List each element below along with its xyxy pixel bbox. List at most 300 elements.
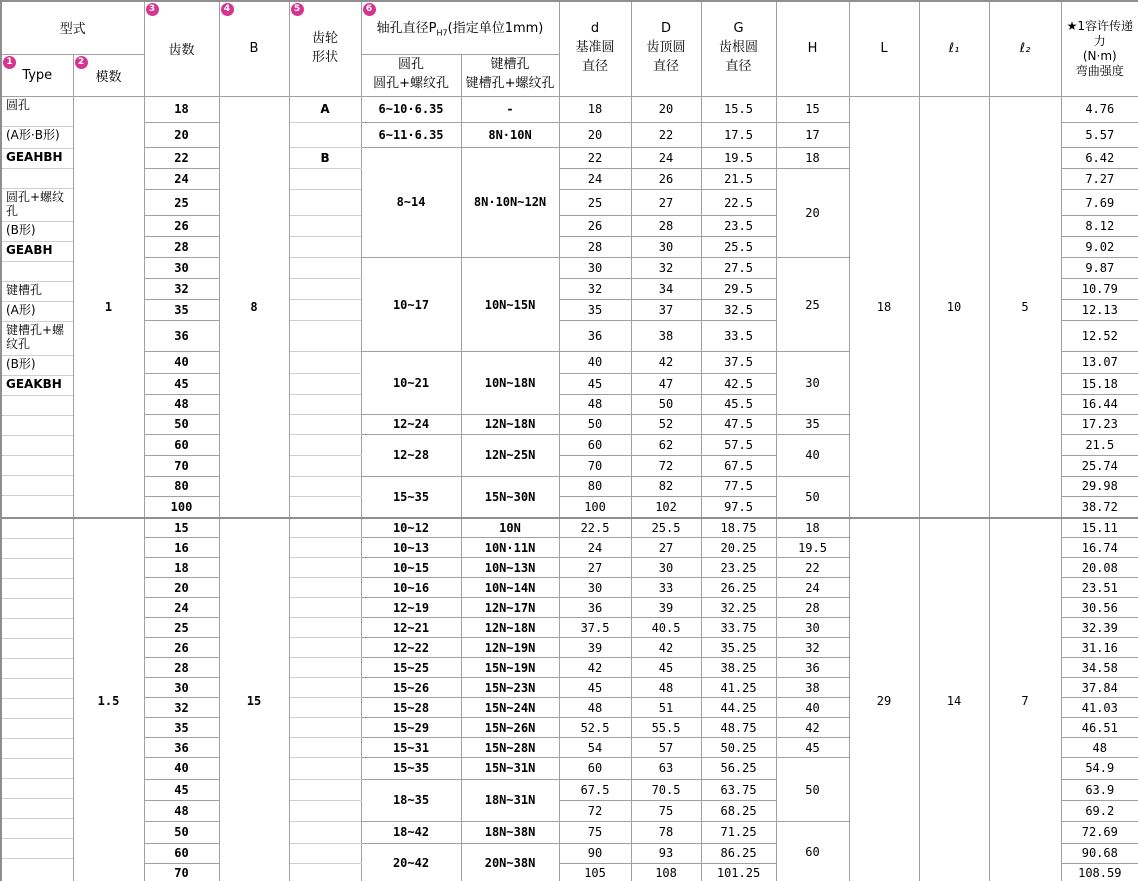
type-empty-row xyxy=(2,819,73,839)
shape-label-line2: 形状 xyxy=(312,49,339,65)
cell-hole-round: 15~25 xyxy=(361,658,461,678)
cell-module: 1 xyxy=(73,96,144,518)
cell-root-dia: 97.5 xyxy=(701,497,776,518)
type-column-section1 xyxy=(1,96,73,518)
cell-strength: 72.69 xyxy=(1061,822,1138,844)
cell-shape xyxy=(289,216,361,237)
cell-hole-keyway: 8N·10N~12N xyxy=(461,147,559,258)
cell-tip-dia: 47 xyxy=(631,373,701,394)
cell-pitch-dia: 18 xyxy=(559,96,631,122)
cell-shape xyxy=(289,758,361,780)
type-empty-row xyxy=(2,456,73,476)
cell-strength: 5.57 xyxy=(1061,122,1138,147)
cell-shape: B xyxy=(289,147,361,168)
header-module xyxy=(73,54,144,96)
cell-root-dia: 47.5 xyxy=(701,414,776,434)
cell-shape xyxy=(289,394,361,414)
type-label-row: GEAKBH xyxy=(2,376,73,396)
cell-teeth: 24 xyxy=(144,168,219,189)
cell-hole-keyway: 10N~15N xyxy=(461,258,559,352)
cell-pitch-dia: 75 xyxy=(559,822,631,844)
cell-pitch-dia: 28 xyxy=(559,237,631,258)
cell-tip-dia: 108 xyxy=(631,864,701,881)
cell-tip-dia: 55.5 xyxy=(631,718,701,738)
cell-tip-dia: 93 xyxy=(631,843,701,864)
cell-tip-dia: 27 xyxy=(631,538,701,558)
cell-hole-keyway: 12N~17N xyxy=(461,598,559,618)
b-label: B xyxy=(249,41,259,57)
cell-hole-round: 6~10·6.35 xyxy=(361,96,461,122)
cell-root-dia: 48.75 xyxy=(701,718,776,738)
cell-root-dia: 23.25 xyxy=(701,558,776,578)
cell-hole-round: 15~28 xyxy=(361,698,461,718)
cell-teeth: 70 xyxy=(144,864,219,881)
type-empty-row xyxy=(2,599,73,619)
cell-teeth: 50 xyxy=(144,414,219,434)
cell-strength: 9.02 xyxy=(1061,237,1138,258)
cell-tip-dia: 34 xyxy=(631,279,701,300)
cell-root-dia: 42.5 xyxy=(701,373,776,394)
cell-h: 35 xyxy=(776,414,849,434)
cell-hole-round: 12~21 xyxy=(361,618,461,638)
type-label-row: 圆孔 xyxy=(2,97,73,127)
cell-teeth: 30 xyxy=(144,258,219,279)
cell-teeth: 60 xyxy=(144,843,219,864)
cell-pitch-dia: 45 xyxy=(559,373,631,394)
type-empty-row xyxy=(2,719,73,739)
badge-2-icon: 2 xyxy=(75,56,88,69)
cell-pitch-dia: 30 xyxy=(559,578,631,598)
cell-hole-round: 15~35 xyxy=(361,476,461,517)
cell-shape xyxy=(289,258,361,279)
cell-h: 22 xyxy=(776,558,849,578)
type-column-rows xyxy=(2,519,73,881)
cell-strength: 31.16 xyxy=(1061,638,1138,658)
cell-h: 18 xyxy=(776,147,849,168)
strength-line3: 弯曲强度 xyxy=(1075,63,1124,78)
cell-strength: 41.03 xyxy=(1061,698,1138,718)
type-empty-row xyxy=(2,169,73,189)
cell-strength: 4.76 xyxy=(1061,96,1138,122)
cell-root-dia: 27.5 xyxy=(701,258,776,279)
cell-tip-dia: 78 xyxy=(631,822,701,844)
cell-teeth: 18 xyxy=(144,558,219,578)
header-keyway-hole xyxy=(461,54,559,96)
cell-hole-keyway: 15N~19N xyxy=(461,658,559,678)
cell-shape xyxy=(289,618,361,638)
header-l2 xyxy=(989,1,1061,96)
cell-hole-round: 10~17 xyxy=(361,258,461,352)
cell-shape xyxy=(289,638,361,658)
type-empty-row xyxy=(2,699,73,719)
cell-hole-keyway: 12N~18N xyxy=(461,414,559,434)
gear-table-body xyxy=(1,96,1138,881)
cell-root-dia: 71.25 xyxy=(701,822,776,844)
cell-teeth: 80 xyxy=(144,476,219,496)
cell-tip-dia: 24 xyxy=(631,147,701,168)
cell-pitch-dia: 100 xyxy=(559,497,631,518)
xingshi-label: 型式 xyxy=(59,22,86,38)
cell-strength: 32.39 xyxy=(1061,618,1138,638)
cell-pitch-dia: 37.5 xyxy=(559,618,631,638)
cell-teeth: 18 xyxy=(144,96,219,122)
cell-root-dia: 25.5 xyxy=(701,237,776,258)
cell-pitch-dia: 25 xyxy=(559,190,631,216)
cell-teeth: 48 xyxy=(144,394,219,414)
keyway-hole-line1: 键槽孔 xyxy=(490,57,530,73)
cell-tip-dia: 102 xyxy=(631,497,701,518)
cell-hole-keyway: 15N~28N xyxy=(461,738,559,758)
type-empty-row xyxy=(2,262,73,282)
cell-root-dia: 15.5 xyxy=(701,96,776,122)
cell-module: 1.5 xyxy=(73,518,144,881)
cell-strength: 17.23 xyxy=(1061,414,1138,434)
cell-root-dia: 86.25 xyxy=(701,843,776,864)
cell-pitch-dia: 80 xyxy=(559,476,631,496)
cell-tip-dia: 27 xyxy=(631,190,701,216)
dd-label2: 直径 xyxy=(653,59,680,75)
cell-shape xyxy=(289,476,361,496)
type-empty-row xyxy=(2,619,73,639)
cell-l1: 10 xyxy=(919,96,989,518)
g-symbol: G xyxy=(733,21,744,37)
cell-tip-dia: 62 xyxy=(631,434,701,455)
cell-root-dia: 38.25 xyxy=(701,658,776,678)
cell-teeth: 48 xyxy=(144,801,219,822)
cell-root-dia: 37.5 xyxy=(701,352,776,373)
cell-root-dia: 56.25 xyxy=(701,758,776,780)
cell-h: 38 xyxy=(776,678,849,698)
cell-shape xyxy=(289,698,361,718)
type-label-row: (A形) xyxy=(2,302,73,322)
cell-root-dia: 17.5 xyxy=(701,122,776,147)
cell-root-dia: 45.5 xyxy=(701,394,776,414)
cell-h: 40 xyxy=(776,698,849,718)
type-label-row: 键槽孔+螺纹孔 xyxy=(2,322,73,356)
cell-shape xyxy=(289,497,361,518)
cell-root-dia: 19.5 xyxy=(701,147,776,168)
cell-teeth: 36 xyxy=(144,321,219,352)
type-empty-row xyxy=(2,579,73,599)
cell-hole-round: 12~24 xyxy=(361,414,461,434)
cell-tip-dia: 20 xyxy=(631,96,701,122)
g-label2: 直径 xyxy=(725,59,752,75)
cell-shape xyxy=(289,738,361,758)
cell-strength: 20.08 xyxy=(1061,558,1138,578)
cell-teeth: 15 xyxy=(144,518,219,538)
cell-pitch-dia: 24 xyxy=(559,538,631,558)
cell-teeth: 40 xyxy=(144,352,219,373)
cell-teeth: 70 xyxy=(144,455,219,476)
type-label-row: GEAHBH xyxy=(2,149,73,169)
cell-hole-round: 15~35 xyxy=(361,758,461,780)
cell-hole-keyway: 10N xyxy=(461,518,559,538)
cell-tip-dia: 42 xyxy=(631,352,701,373)
type-empty-row xyxy=(2,476,73,496)
cell-h: 19.5 xyxy=(776,538,849,558)
cell-l2: 5 xyxy=(989,96,1061,518)
shape-label-line1: 齿轮 xyxy=(312,30,339,46)
badge-1-icon: 1 xyxy=(3,56,16,69)
hole-title-suffix: (指定单位1mm) xyxy=(447,21,544,37)
cell-strength: 38.72 xyxy=(1061,497,1138,518)
cell-teeth: 20 xyxy=(144,578,219,598)
cell-h: 50 xyxy=(776,476,849,517)
cell-hole-keyway: 15N~23N xyxy=(461,678,559,698)
header-allowable-torque xyxy=(1061,1,1138,96)
cell-hole-round: 15~31 xyxy=(361,738,461,758)
cell-strength: 34.58 xyxy=(1061,658,1138,678)
cell-hole-keyway: 15N~24N xyxy=(461,698,559,718)
cell-hole-round: 6~11·6.35 xyxy=(361,122,461,147)
cell-hole-round: 15~26 xyxy=(361,678,461,698)
cell-hole-keyway: 20N~38N xyxy=(461,843,559,881)
cell-shape xyxy=(289,279,361,300)
l2-label: ℓ₂ xyxy=(1019,41,1031,57)
cell-shape xyxy=(289,718,361,738)
cell-teeth: 35 xyxy=(144,300,219,321)
hole-title-prefix: 轴孔直径P xyxy=(376,21,437,37)
cell-pitch-dia: 72 xyxy=(559,801,631,822)
cell-teeth: 24 xyxy=(144,598,219,618)
cell-teeth: 26 xyxy=(144,216,219,237)
strength-line1: ★1容许传递力 xyxy=(1066,18,1133,48)
cell-h: 40 xyxy=(776,434,849,476)
round-hole-line1: 圆孔 xyxy=(398,57,425,73)
header-pitch-dia xyxy=(559,1,631,96)
type-empty-row xyxy=(2,519,73,539)
cell-l1: 14 xyxy=(919,518,989,881)
cell-pitch-dia: 30 xyxy=(559,258,631,279)
l1-label: ℓ₁ xyxy=(948,41,960,57)
cell-teeth: 45 xyxy=(144,373,219,394)
cell-teeth: 32 xyxy=(144,279,219,300)
cell-hole-keyway: 10N~14N xyxy=(461,578,559,598)
cell-strength: 54.9 xyxy=(1061,758,1138,780)
cell-tip-dia: 82 xyxy=(631,476,701,496)
cell-tip-dia: 40.5 xyxy=(631,618,701,638)
cell-shape xyxy=(289,352,361,373)
cell-strength: 12.13 xyxy=(1061,300,1138,321)
cell-shape xyxy=(289,300,361,321)
cell-pitch-dia: 42 xyxy=(559,658,631,678)
cell-pitch-dia: 45 xyxy=(559,678,631,698)
cell-strength: 7.27 xyxy=(1061,168,1138,189)
cell-shape xyxy=(289,237,361,258)
cell-pitch-dia: 48 xyxy=(559,698,631,718)
cell-shape xyxy=(289,321,361,352)
cell-strength: 6.42 xyxy=(1061,147,1138,168)
type-empty-row xyxy=(2,679,73,699)
cell-pitch-dia: 105 xyxy=(559,864,631,881)
cell-teeth: 60 xyxy=(144,434,219,455)
cell-h: 50 xyxy=(776,758,849,822)
cell-shape xyxy=(289,843,361,864)
cell-strength: 46.51 xyxy=(1061,718,1138,738)
cell-hole-keyway: 10N~18N xyxy=(461,352,559,414)
cell-hole-round: 8~14 xyxy=(361,147,461,258)
cell-pitch-dia: 36 xyxy=(559,598,631,618)
cell-tip-dia: 75 xyxy=(631,801,701,822)
cell-h: 32 xyxy=(776,638,849,658)
cell-h: 28 xyxy=(776,598,849,618)
cell-strength: 25.74 xyxy=(1061,455,1138,476)
cell-strength: 37.84 xyxy=(1061,678,1138,698)
cell-hole-round: 18~35 xyxy=(361,779,461,822)
cell-teeth: 25 xyxy=(144,618,219,638)
cell-hole-round: 20~42 xyxy=(361,843,461,881)
cell-teeth: 28 xyxy=(144,237,219,258)
cell-strength: 15.11 xyxy=(1061,518,1138,538)
cell-shape xyxy=(289,168,361,189)
cell-teeth: 16 xyxy=(144,538,219,558)
cell-pitch-dia: 39 xyxy=(559,638,631,658)
cell-pitch-dia: 52.5 xyxy=(559,718,631,738)
cell-hole-keyway: - xyxy=(461,96,559,122)
type-label-row: GEABH xyxy=(2,242,73,262)
type-label-row: 键槽孔 xyxy=(2,282,73,302)
cell-h: 45 xyxy=(776,738,849,758)
cell-tip-dia: 39 xyxy=(631,598,701,618)
header-h xyxy=(776,1,849,96)
cell-shape xyxy=(289,801,361,822)
cell-teeth: 22 xyxy=(144,147,219,168)
cell-hole-round: 18~42 xyxy=(361,822,461,844)
cell-l2: 7 xyxy=(989,518,1061,881)
cell-hole-keyway: 15N~26N xyxy=(461,718,559,738)
l-label: L xyxy=(880,41,888,57)
cell-strength: 13.07 xyxy=(1061,352,1138,373)
d-label2: 直径 xyxy=(582,59,609,75)
cell-hole-round: 10~13 xyxy=(361,538,461,558)
d-label1: 基准圆 xyxy=(575,40,615,56)
cell-root-dia: 22.5 xyxy=(701,190,776,216)
type-column-rows xyxy=(2,97,73,517)
cell-root-dia: 67.5 xyxy=(701,455,776,476)
cell-hole-round: 10~16 xyxy=(361,578,461,598)
cell-root-dia: 26.25 xyxy=(701,578,776,598)
cell-h: 15 xyxy=(776,96,849,122)
cell-h: 17 xyxy=(776,122,849,147)
cell-tip-dia: 48 xyxy=(631,678,701,698)
cell-teeth: 36 xyxy=(144,738,219,758)
cell-strength: 15.18 xyxy=(1061,373,1138,394)
type-empty-row xyxy=(2,539,73,559)
header-b-width xyxy=(219,1,289,96)
cell-strength: 69.2 xyxy=(1061,801,1138,822)
cell-pitch-dia: 24 xyxy=(559,168,631,189)
cell-teeth: 32 xyxy=(144,698,219,718)
type-empty-row xyxy=(2,639,73,659)
cell-hole-keyway: 12N~19N xyxy=(461,638,559,658)
cell-h: 24 xyxy=(776,578,849,598)
cell-tip-dia: 42 xyxy=(631,638,701,658)
cell-strength: 16.44 xyxy=(1061,394,1138,414)
cell-strength: 7.69 xyxy=(1061,190,1138,216)
cell-pitch-dia: 22.5 xyxy=(559,518,631,538)
cell-shape xyxy=(289,558,361,578)
cell-teeth: 26 xyxy=(144,638,219,658)
cell-hole-keyway: 18N~31N xyxy=(461,779,559,822)
cell-hole-keyway: 15N~30N xyxy=(461,476,559,517)
type-empty-row xyxy=(2,396,73,416)
cell-h: 30 xyxy=(776,618,849,638)
cell-l: 18 xyxy=(849,96,919,518)
cell-hole-round: 10~21 xyxy=(361,352,461,414)
cell-shape: A xyxy=(289,96,361,122)
cell-root-dia: 23.5 xyxy=(701,216,776,237)
cell-tip-dia: 22 xyxy=(631,122,701,147)
cell-pitch-dia: 26 xyxy=(559,216,631,237)
cell-hole-keyway: 18N~38N xyxy=(461,822,559,844)
header-shaft-hole-title xyxy=(361,1,559,54)
cell-hole-round: 10~12 xyxy=(361,518,461,538)
cell-root-dia: 33.75 xyxy=(701,618,776,638)
cell-root-dia: 18.75 xyxy=(701,518,776,538)
h-label: H xyxy=(807,41,818,57)
cell-hole-round: 12~22 xyxy=(361,638,461,658)
header-root-dia xyxy=(701,1,776,96)
cell-tip-dia: 57 xyxy=(631,738,701,758)
dd-label1: 齿顶圆 xyxy=(646,40,686,56)
cell-pitch-dia: 48 xyxy=(559,394,631,414)
cell-shape xyxy=(289,434,361,455)
cell-pitch-dia: 90 xyxy=(559,843,631,864)
cell-root-dia: 77.5 xyxy=(701,476,776,496)
cell-pitch-dia: 60 xyxy=(559,758,631,780)
header-tip-dia xyxy=(631,1,701,96)
type-empty-row xyxy=(2,559,73,579)
cell-root-dia: 32.5 xyxy=(701,300,776,321)
g-label1: 齿根圆 xyxy=(719,40,759,56)
cell-shape xyxy=(289,538,361,558)
cell-tip-dia: 38 xyxy=(631,321,701,352)
cell-tip-dia: 32 xyxy=(631,258,701,279)
cell-pitch-dia: 40 xyxy=(559,352,631,373)
badge-3-icon: 3 xyxy=(146,3,159,16)
cell-tip-dia: 63 xyxy=(631,758,701,780)
cell-tip-dia: 28 xyxy=(631,216,701,237)
cell-b-width: 15 xyxy=(219,518,289,881)
cell-shape xyxy=(289,190,361,216)
cell-pitch-dia: 20 xyxy=(559,122,631,147)
cell-shape xyxy=(289,373,361,394)
cell-h: 25 xyxy=(776,258,849,352)
type-empty-row xyxy=(2,659,73,679)
cell-shape xyxy=(289,578,361,598)
type-empty-row xyxy=(2,759,73,779)
cell-root-dia: 63.75 xyxy=(701,779,776,801)
cell-strength: 12.52 xyxy=(1061,321,1138,352)
cell-tip-dia: 33 xyxy=(631,578,701,598)
cell-h: 36 xyxy=(776,658,849,678)
cell-h: 42 xyxy=(776,718,849,738)
cell-h: 18 xyxy=(776,518,849,538)
header-l1 xyxy=(919,1,989,96)
cell-tip-dia: 37 xyxy=(631,300,701,321)
header-xingshi xyxy=(1,1,144,54)
cell-teeth: 28 xyxy=(144,658,219,678)
header-l xyxy=(849,1,919,96)
cell-tip-dia: 52 xyxy=(631,414,701,434)
dd-symbol: D xyxy=(661,21,672,37)
cell-h: 30 xyxy=(776,352,849,414)
cell-teeth: 45 xyxy=(144,779,219,801)
cell-hole-keyway: 8N·10N xyxy=(461,122,559,147)
cell-hole-round: 12~19 xyxy=(361,598,461,618)
cell-l: 29 xyxy=(849,518,919,881)
type-empty-row xyxy=(2,859,73,881)
